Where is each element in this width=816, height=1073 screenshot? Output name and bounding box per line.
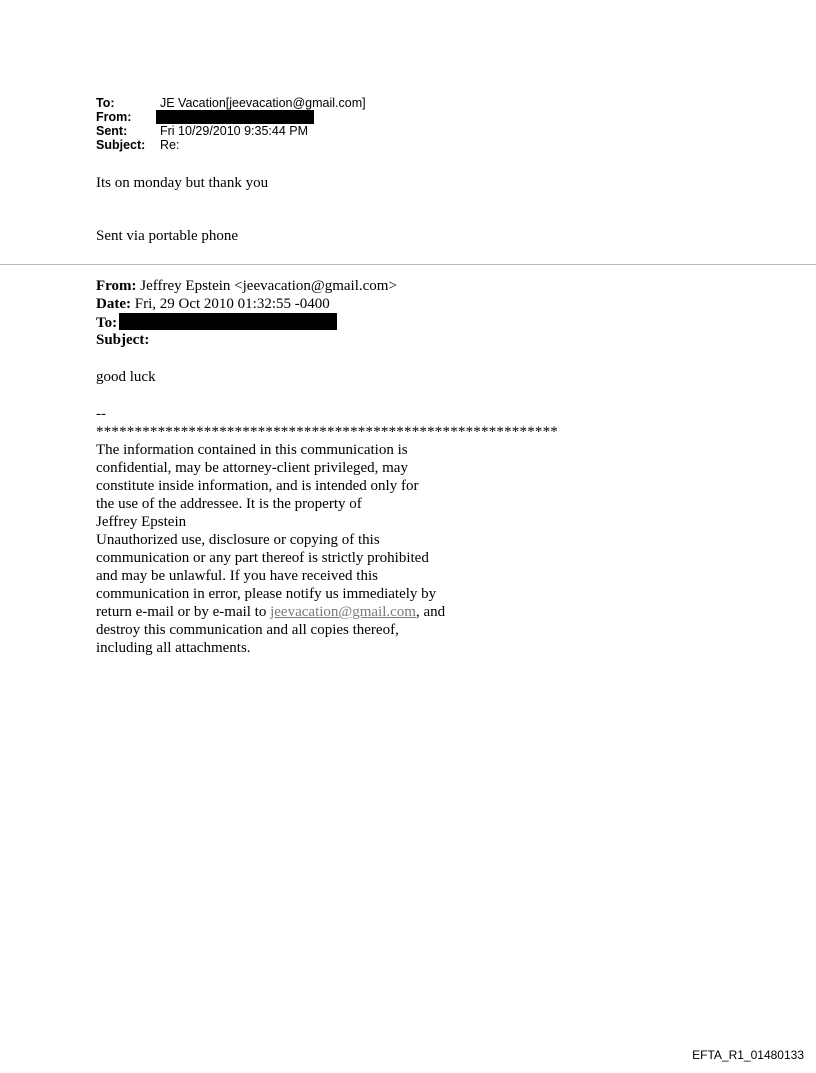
- sent-label: Sent:: [96, 124, 128, 138]
- disclaimer-return-line: [96, 603, 496, 621]
- disclaimer-line: constitute inside information, and is intended only for: [96, 478, 419, 494]
- header-to-row: [96, 96, 366, 110]
- to-value: JE Vacation[jeevacation@gmail.com]: [160, 96, 366, 110]
- email-link[interactable]: jeevacation@gmail.com: [270, 604, 416, 620]
- disclaimer-line: including all attachments.: [96, 640, 251, 656]
- quoted-subject-row: [96, 331, 397, 349]
- disclaimer-line: the use of the addressee. It is the property of: [96, 496, 362, 512]
- document-id: EFTA_R1_01480133: [692, 1048, 804, 1062]
- quoted-header: [96, 277, 397, 349]
- disclaimer-line: confidential, may be attorney-client privileged, may: [96, 460, 408, 476]
- divider: [0, 264, 816, 265]
- quoted-subject-label: Subject:: [96, 332, 150, 348]
- subject-value: Re:: [160, 138, 180, 152]
- email-header: [96, 96, 366, 152]
- quoted-from-row: [96, 277, 397, 295]
- header-sent-row: [96, 124, 366, 138]
- quoted-date-row: [96, 295, 397, 313]
- quoted-date-label: Date:: [96, 296, 131, 312]
- disclaimer-line: and may be unlawful. If you have received this: [96, 568, 378, 584]
- quoted-to-label: To:: [96, 315, 118, 331]
- from-redaction: [156, 110, 314, 124]
- asterisk-line: ************************************************************: [96, 424, 558, 440]
- subject-label: Subject:: [96, 138, 146, 152]
- quoted-to-row: [96, 313, 397, 331]
- disclaimer-line: communication in error, please notify us immediately by: [96, 586, 437, 602]
- from-label: From:: [96, 110, 132, 124]
- disclaimer: [96, 441, 496, 657]
- disclaimer-line: The information contained in this communication is: [96, 442, 408, 458]
- quoted-from-label: From:: [96, 278, 137, 294]
- disclaimer-line: communication or any part thereof is strictly prohibited: [96, 550, 429, 566]
- disclaimer-line: Unauthorized use, disclosure or copying of this: [96, 532, 380, 548]
- return-text-end: , and: [415, 604, 446, 620]
- header-subject-row: [96, 138, 366, 152]
- quoted-date-value: Fri, 29 Oct 2010 01:32:55 -0400: [130, 296, 330, 312]
- signature-dash: --: [96, 406, 106, 422]
- disclaimer-line: Jeffrey Epstein: [96, 514, 187, 530]
- quoted-body: good luck: [96, 369, 156, 385]
- reply-body: Its on monday but thank you: [96, 175, 269, 191]
- reply-signature: Sent via portable phone: [96, 228, 239, 244]
- quoted-from-value: Jeffrey Epstein <jeevacation@gmail.com>: [136, 278, 397, 294]
- to-label: To:: [96, 96, 115, 110]
- disclaimer-line: destroy this communication and all copies thereof,: [96, 622, 399, 638]
- header-from-row: [96, 110, 366, 124]
- return-text: return e-mail or by e-mail to: [96, 604, 271, 620]
- sent-value: Fri 10/29/2010 9:35:44 PM: [160, 124, 309, 138]
- quoted-to-redaction: [119, 313, 337, 330]
